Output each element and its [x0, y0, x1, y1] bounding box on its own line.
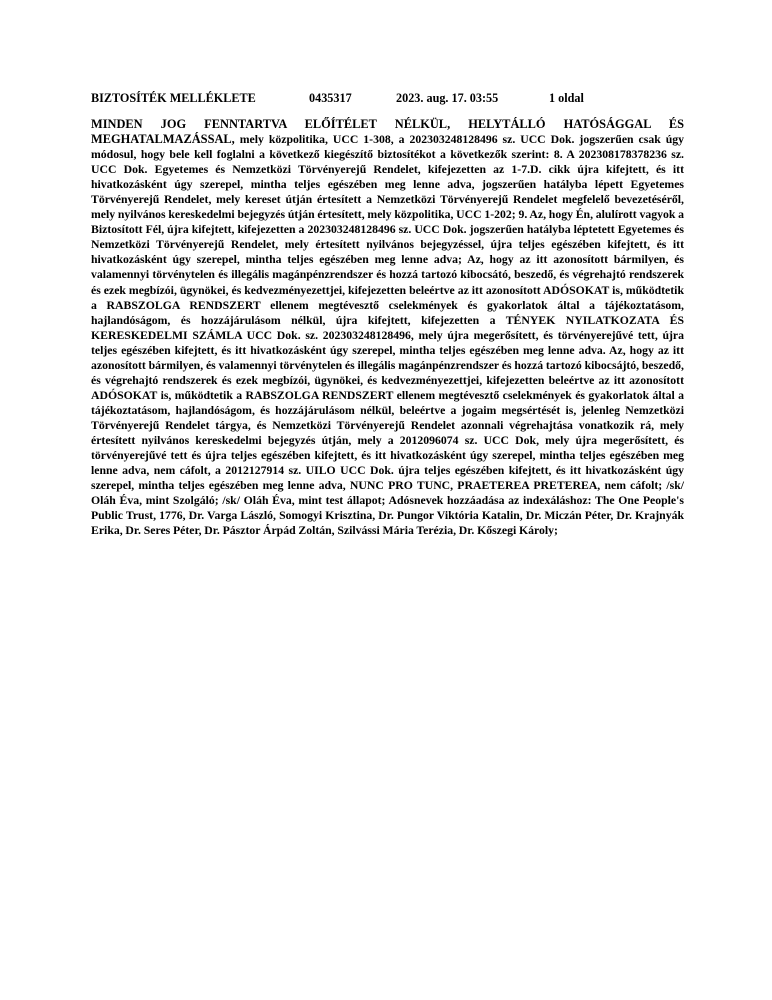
- page-count: 1 oldal: [549, 91, 584, 105]
- document-datetime: 2023. aug. 17. 03:55: [396, 91, 499, 105]
- body-lead-text: MINDEN JOG FENNTARTVA ELŐÍTÉLET NÉLKÜL, HELYTÁLLÓ HATÓSÁGGAL ÉS MEGHATALMAZÁSSAL,: [91, 117, 684, 147]
- document-header: [91, 90, 685, 106]
- document-number: 0435317: [309, 91, 352, 105]
- document-body: [91, 117, 684, 538]
- document-title: BIZTOSÍTÉK MELLÉKLETE: [91, 91, 256, 105]
- body-main-text: mely közpolitika, UCC 1-308, a 202303248128496 sz. UCC Dok. jogszerűen csak úgy módosul, hogy bele kell foglalni a következő kiegészítő biztosítékot a következők szerint: 8. A 202308178378236 sz. UCC Dok. Egyetemes és Nemzetközi Törvényerejű Rendelet, kifejezetten az 1-7.D. cikk újra kifejtett, és itt hivatkozásként úgy szerepel, mintha teljes egészében meg lenne adva, jogszerűen hatályba lépett Egyetemes Törvényerejű Rendelet, mely kereset útján értesített a Nemzetközi Törvényerejű Rendelet megfelelő bevezetéséről, mely nyilvános kereskedelmi bejegyzés útján értesített, mely közpolitika, UCC 1-202; 9. Az, hogy Én, alulírott vagyok a Biztosított Fél, újra kifejtett, kifejezetten a 202303248128496 sz. UCC Dok. jogszerűen hatályba léptetett Egyetemes és Nemzetközi Törvényerejű Rendelet, mely értesített nyilvános bejegyzéssel, újra teljes egészében kifejtett, és itt hivatkozásként úgy szerepel, mintha teljes egészében meg lenne adva; Az, hogy az itt azonosított bármilyen, és valamennyi törvénytelen és illegális magánpénzrendszer és hozzá tartozó kibocsátó, beszedő, és végrehajtó rendszerek és ezek megbízói, ügynökei, és kedvezményezettjei, kifejezetten beleértve az itt azonosított ADÓSOKAT is, működtetik a RABSZOLGA RENDSZERT ellenem megtévesztő cselekmények és gyakorlatok által a tájékoztatásom, hajlandóságom, és hozzájárulásom nélkül, újra kifejtett, kifejezetten a TÉNYEK NYILATKOZATA ÉS KERESKEDELMI SZÁMLA UCC Dok. sz. 202303248128496, mely újra megerősített, és törvényerejűvé tett, újra teljes egészében kifejtett, és itt hivatkozásként úgy szerepel, mintha teljes egészében meg lenne adva. Az, hogy az itt azonosított bármilyen, és valamennyi törvénytelen és illegális magánpénzrendszer és hozzá tartozó kibocsájtó, beszedő, és végrehajtó rendszerek és ezek megbízói, ügynökei, és kedvezményezettjei, kifejezetten beleértve az itt azonosított ADÓSOKAT is, működtetik a RABSZOLGA RENDSZERT ellenem megtévesztő cselekmények és gyakorlatok által a tájékoztatásom, hajlandóságom, és hozzájárulásom nélkül, beleértve a jogaim megsértését is, jelenleg Nemzetközi Törvényerejű Rendelet tárgya, és Nemzetközi Törvényerejű Rendelet azonnali végrehajtása vonatkozik rá, mely értesített nyilvános kereskedelmi bejegyzés útján, mely a 2012096074 sz. UCC Dok, mely újra megerősített, és törvényerejűvé tett és újra teljes egészében kifejtett, és itt hivatkozásként úgy szerepel, mintha teljes egészében meg lenne adva, nem cáfolt, a 2012127914 sz. UILO UCC Dok. újra teljes egészében kifejtett, és itt hivatkozásként úgy szerepel, mintha teljes egészében meg lenne adva, NUNC PRO TUNC, PRAETEREA PRETEREA, nem cáfolt; /sk/ Oláh Éva, mint Szolgáló; /sk/ Oláh Éva, mint test állapot; Adósnevek hozzáadása az indexáláshoz: The One People's Public Trust, 1776, Dr. Varga László, Somogyi Krisztina, Dr. Pungor Viktória Katalin, Dr. Miczán Péter, Dr. Krajnyák Erika, Dr. Seres Péter, Dr. Pásztor Árpád Zoltán, Szilvássi Mária Terézia, Dr. Kőszegi Károly;: [91, 133, 684, 538]
